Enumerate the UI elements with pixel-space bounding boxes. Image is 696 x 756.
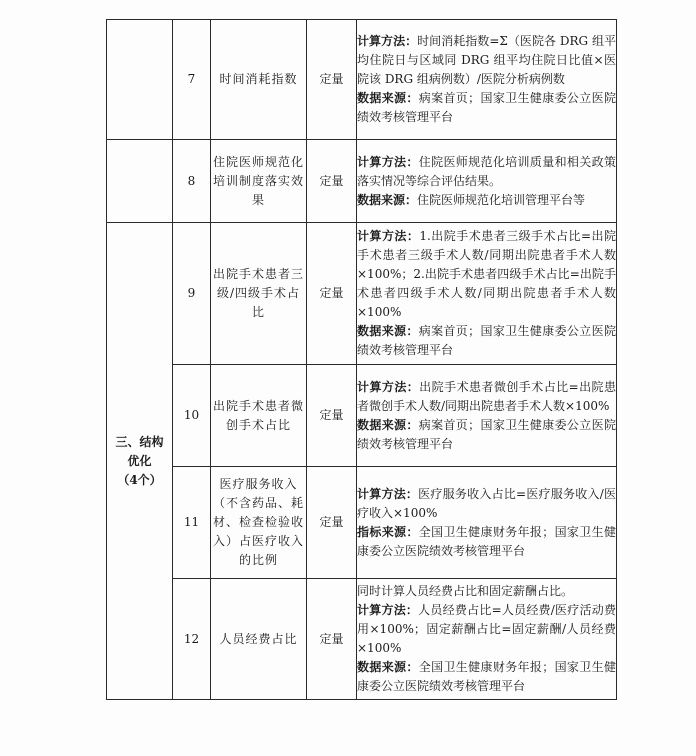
method-label: 计算方法：	[357, 486, 419, 501]
row-number: 11	[173, 467, 211, 579]
indicator-name: 出院手术患者三级/四级手术占比	[211, 223, 307, 365]
table-row	[107, 365, 617, 467]
indicator-description	[357, 579, 617, 700]
source-text: 病案首页；国家卫生健康委公立医院绩效考核管理平台	[357, 417, 616, 451]
indicator-description	[357, 223, 617, 365]
indicator-description	[357, 20, 617, 140]
method-label: 计算方法：	[357, 34, 418, 48]
indicator-type: 定量	[307, 579, 357, 700]
indicator-type: 定量	[307, 467, 357, 579]
method-text: 1.出院手术患者三级手术占比=出院手术患者三级手术人数/同期出院患者手术人数×100%；2.出院手术患者四级手术占比=出院手术患者四级手术人数/同期出院患者手术人数×100%	[357, 229, 616, 319]
row-number: 8	[173, 140, 211, 223]
indicator-type: 定量	[307, 20, 357, 140]
source-text: 病案首页；国家卫生健康委公立医院绩效考核管理平台	[357, 91, 616, 124]
table-row	[107, 579, 617, 700]
category-cell-empty	[107, 20, 173, 140]
source-text: 病案首页；国家卫生健康委公立医院绩效考核管理平台	[357, 324, 616, 357]
source-label: 数据来源：	[357, 91, 419, 105]
category-line-2: 优化	[127, 453, 152, 468]
source-text: 住院医师规范化培训管理平台等	[417, 192, 586, 207]
source-text: 全国卫生健康财务年报；国家卫生健康委公立医院绩效考核管理平台	[357, 660, 616, 693]
method-label: 计算方法：	[357, 379, 420, 394]
category-line-3: （4个）	[117, 472, 162, 487]
indicator-name: 时间消耗指数	[211, 20, 307, 140]
source-text: 全国卫生健康财务年报；国家卫生健康委公立医院绩效考核管理平台	[357, 524, 616, 558]
method-text: 出院手术患者微创手术占比=出院患者微创手术人数/同期出院患者手术人数×100%	[357, 379, 616, 413]
indicator-name: 住院医师规范化培训制度落实效果	[211, 140, 307, 223]
method-label: 计算方法：	[357, 229, 420, 243]
row-number: 12	[173, 579, 211, 700]
table-row	[107, 467, 617, 579]
method-label: 计算方法：	[357, 603, 419, 617]
category-cell-empty	[107, 140, 173, 223]
indicator-description	[357, 140, 617, 223]
row-number: 9	[173, 223, 211, 365]
source-label: 数据来源：	[357, 324, 419, 338]
indicator-name: 出院手术患者微创手术占比	[211, 365, 307, 467]
method-label: 计算方法：	[357, 154, 419, 169]
table-row	[107, 20, 617, 140]
method-text: 医疗服务收入占比=医疗服务收入/医疗收入×100%	[357, 486, 616, 520]
table-row	[107, 223, 617, 365]
source-label: 数据来源：	[357, 660, 419, 674]
source-label: 指标来源：	[357, 524, 419, 539]
table-row	[107, 140, 617, 223]
indicator-name: 人员经费占比	[211, 579, 307, 700]
source-label: 数据来源：	[357, 417, 419, 432]
intro-text: 同时计算人员经费占比和固定薪酬占比。	[357, 584, 574, 598]
method-text: 人员经费占比=人员经费/医疗活动费用×100%；固定薪酬占比=固定薪酬/人员经费×100%	[357, 603, 616, 655]
indicator-name: 医疗服务收入（不含药品、耗材、检查检验收入）占医疗收入的比例	[211, 467, 307, 579]
method-text: 住院医师规范化培训质量和相关政策落实情况等综合评估结果。	[357, 154, 616, 188]
indicator-type: 定量	[307, 140, 357, 223]
indicator-type: 定量	[307, 223, 357, 365]
row-number: 7	[173, 20, 211, 140]
category-cell	[107, 223, 173, 700]
indicator-description	[357, 467, 617, 579]
row-number: 10	[173, 365, 211, 467]
source-label: 数据来源：	[357, 192, 418, 207]
indicator-type: 定量	[307, 365, 357, 467]
category-line-1: 三、结构	[115, 434, 164, 449]
indicator-table	[106, 19, 617, 700]
method-text: 时间消耗指数=Σ（医院各 DRG 组平均住院日与区域同 DRG 组平均住院日比值×医院该 DRG 组病例数）/医院分析病例数	[357, 34, 616, 86]
indicator-description	[357, 365, 617, 467]
